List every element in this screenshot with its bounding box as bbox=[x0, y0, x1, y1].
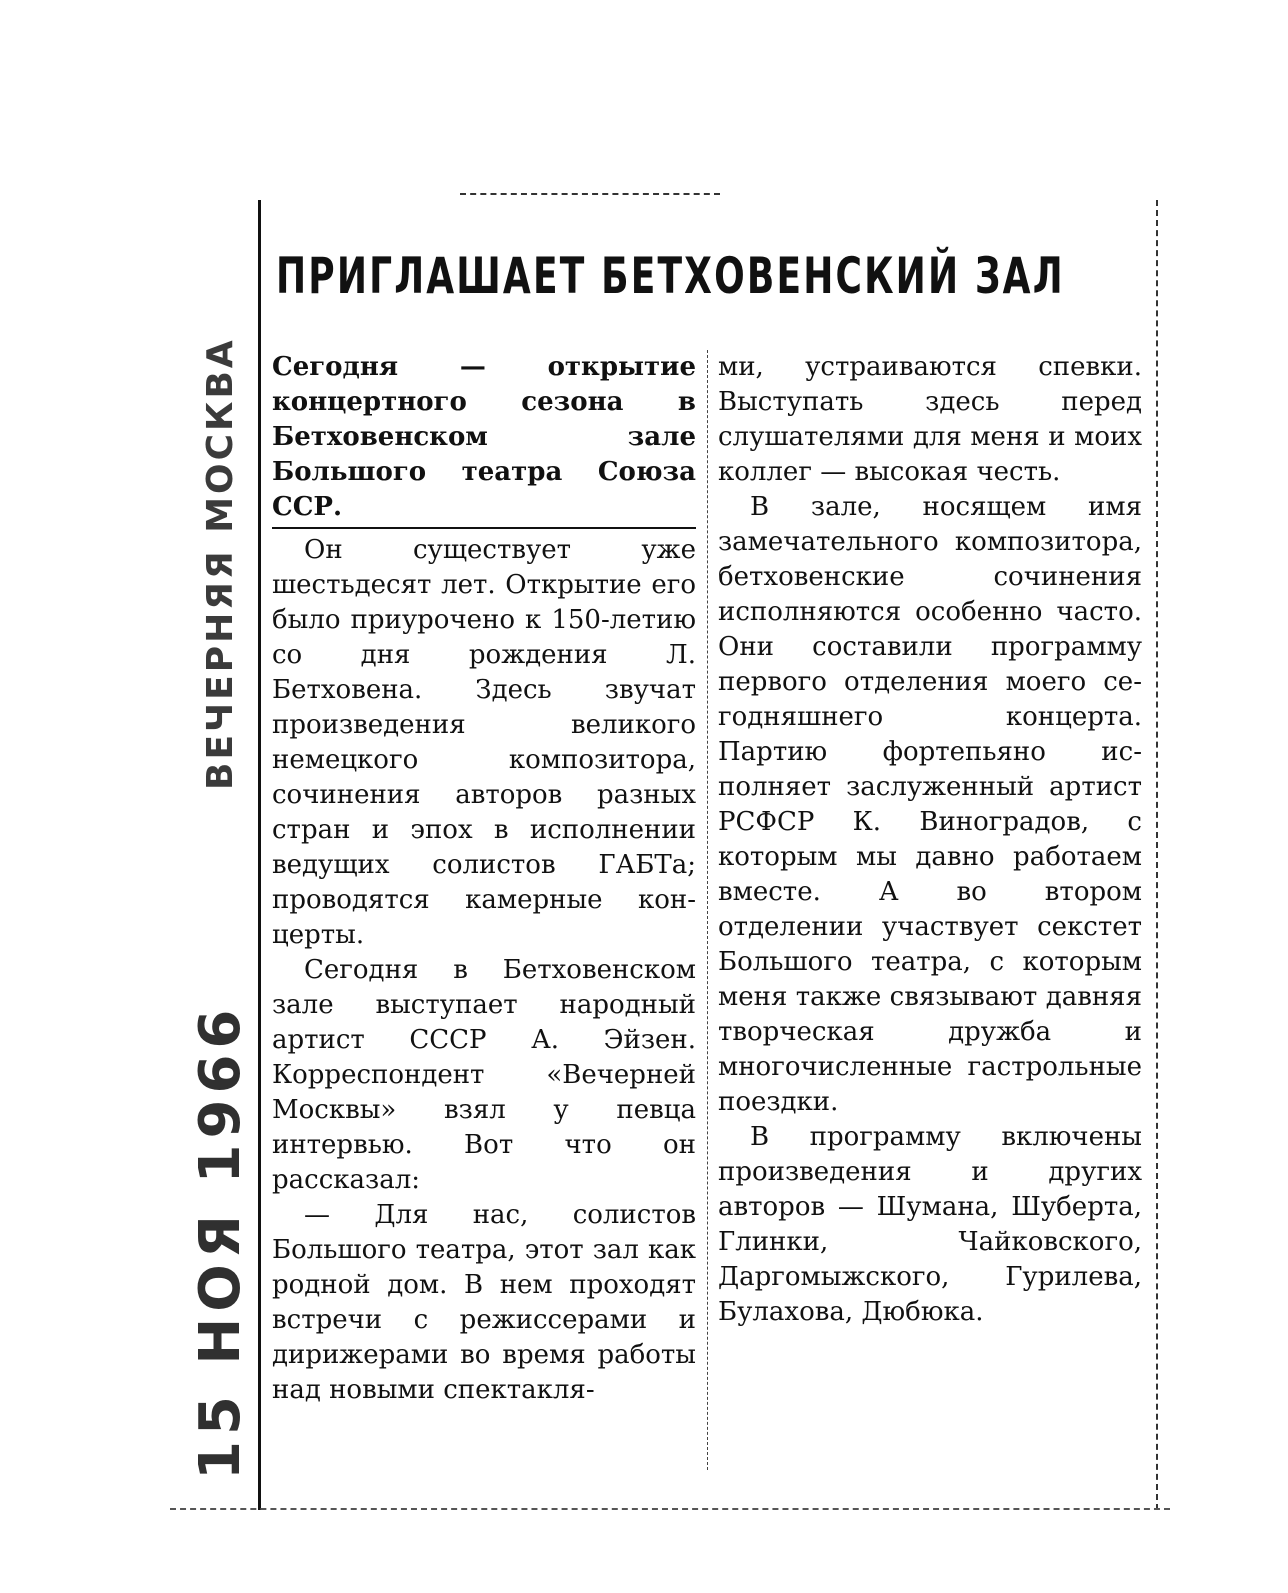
paragraph: ми, устраиваются спевки. Выступать здесь перед слушателями для меня и моих коллег — высокая честь. bbox=[718, 352, 1142, 487]
paragraph: Сегодня в Бетховенском зале выступает народный артист СССР А. Эйзен. Корреспондент «Вечерней Москвы» взял у певца интервью. Вот что он рассказал: bbox=[272, 955, 696, 1195]
newspaper-stamp: ВЕЧЕРНЯЯ МОСКВА bbox=[200, 337, 241, 790]
article-lead bbox=[272, 350, 696, 529]
lead-text: Сегодня — открытие концертного сезона в Бетховенском зале Большого театра Союза ССР. bbox=[272, 352, 696, 522]
paragraph: — Для нас, солистов Большого театра, этот зал как родной дом. В нем проходят встречи с режиссерами и дирижерами во время работы над новыми спектакля- bbox=[272, 1200, 696, 1405]
top-border-line bbox=[460, 193, 720, 195]
article-column-left bbox=[272, 350, 696, 1408]
column-divider bbox=[707, 350, 708, 1470]
left-border-line bbox=[258, 200, 261, 1510]
paragraph: В программу включены произведения и других авторов — Шумана, Шуберта, Глинки, Чайковского, Даргомыжского, Гурилева, Булахова, Дюбюка. bbox=[718, 1122, 1142, 1327]
article-headline: ПРИГЛАШАЕТ БЕТХОВЕНСКИЙ ЗАЛ bbox=[276, 247, 1065, 305]
article-column-right bbox=[718, 350, 1142, 1330]
right-border-line bbox=[1156, 200, 1160, 1510]
bottom-border-line bbox=[170, 1508, 1170, 1510]
paragraph: В зале, носящем имя замечательного композитора, бетховенские сочинения исполняются особенно часто. Они составили программу первого отделения моего сегодняшнего концерта. Партию фортепьяно исполняет заслуженный артист РСФСР К. Виноградов, с которым мы давно работаем вместе. А во втором отделении участвует секстет Большого театра, с которым меня также связывают давняя творческая дружба и многочисленные гастрольные поездки. bbox=[718, 492, 1142, 1117]
date-stamp: 15 НОЯ 1966 bbox=[188, 1003, 253, 1480]
paragraph: Он существует уже шестьдесят лет. Открытие его было приурочено к 150-летию со дня рождения Л. Бетховена. Здесь звучат произведения великого немецкого композитора, сочинения авторов разных стран и эпох в исполнении ведущих солистов ГАБТа; проводятся камерные концерты. bbox=[272, 535, 696, 950]
